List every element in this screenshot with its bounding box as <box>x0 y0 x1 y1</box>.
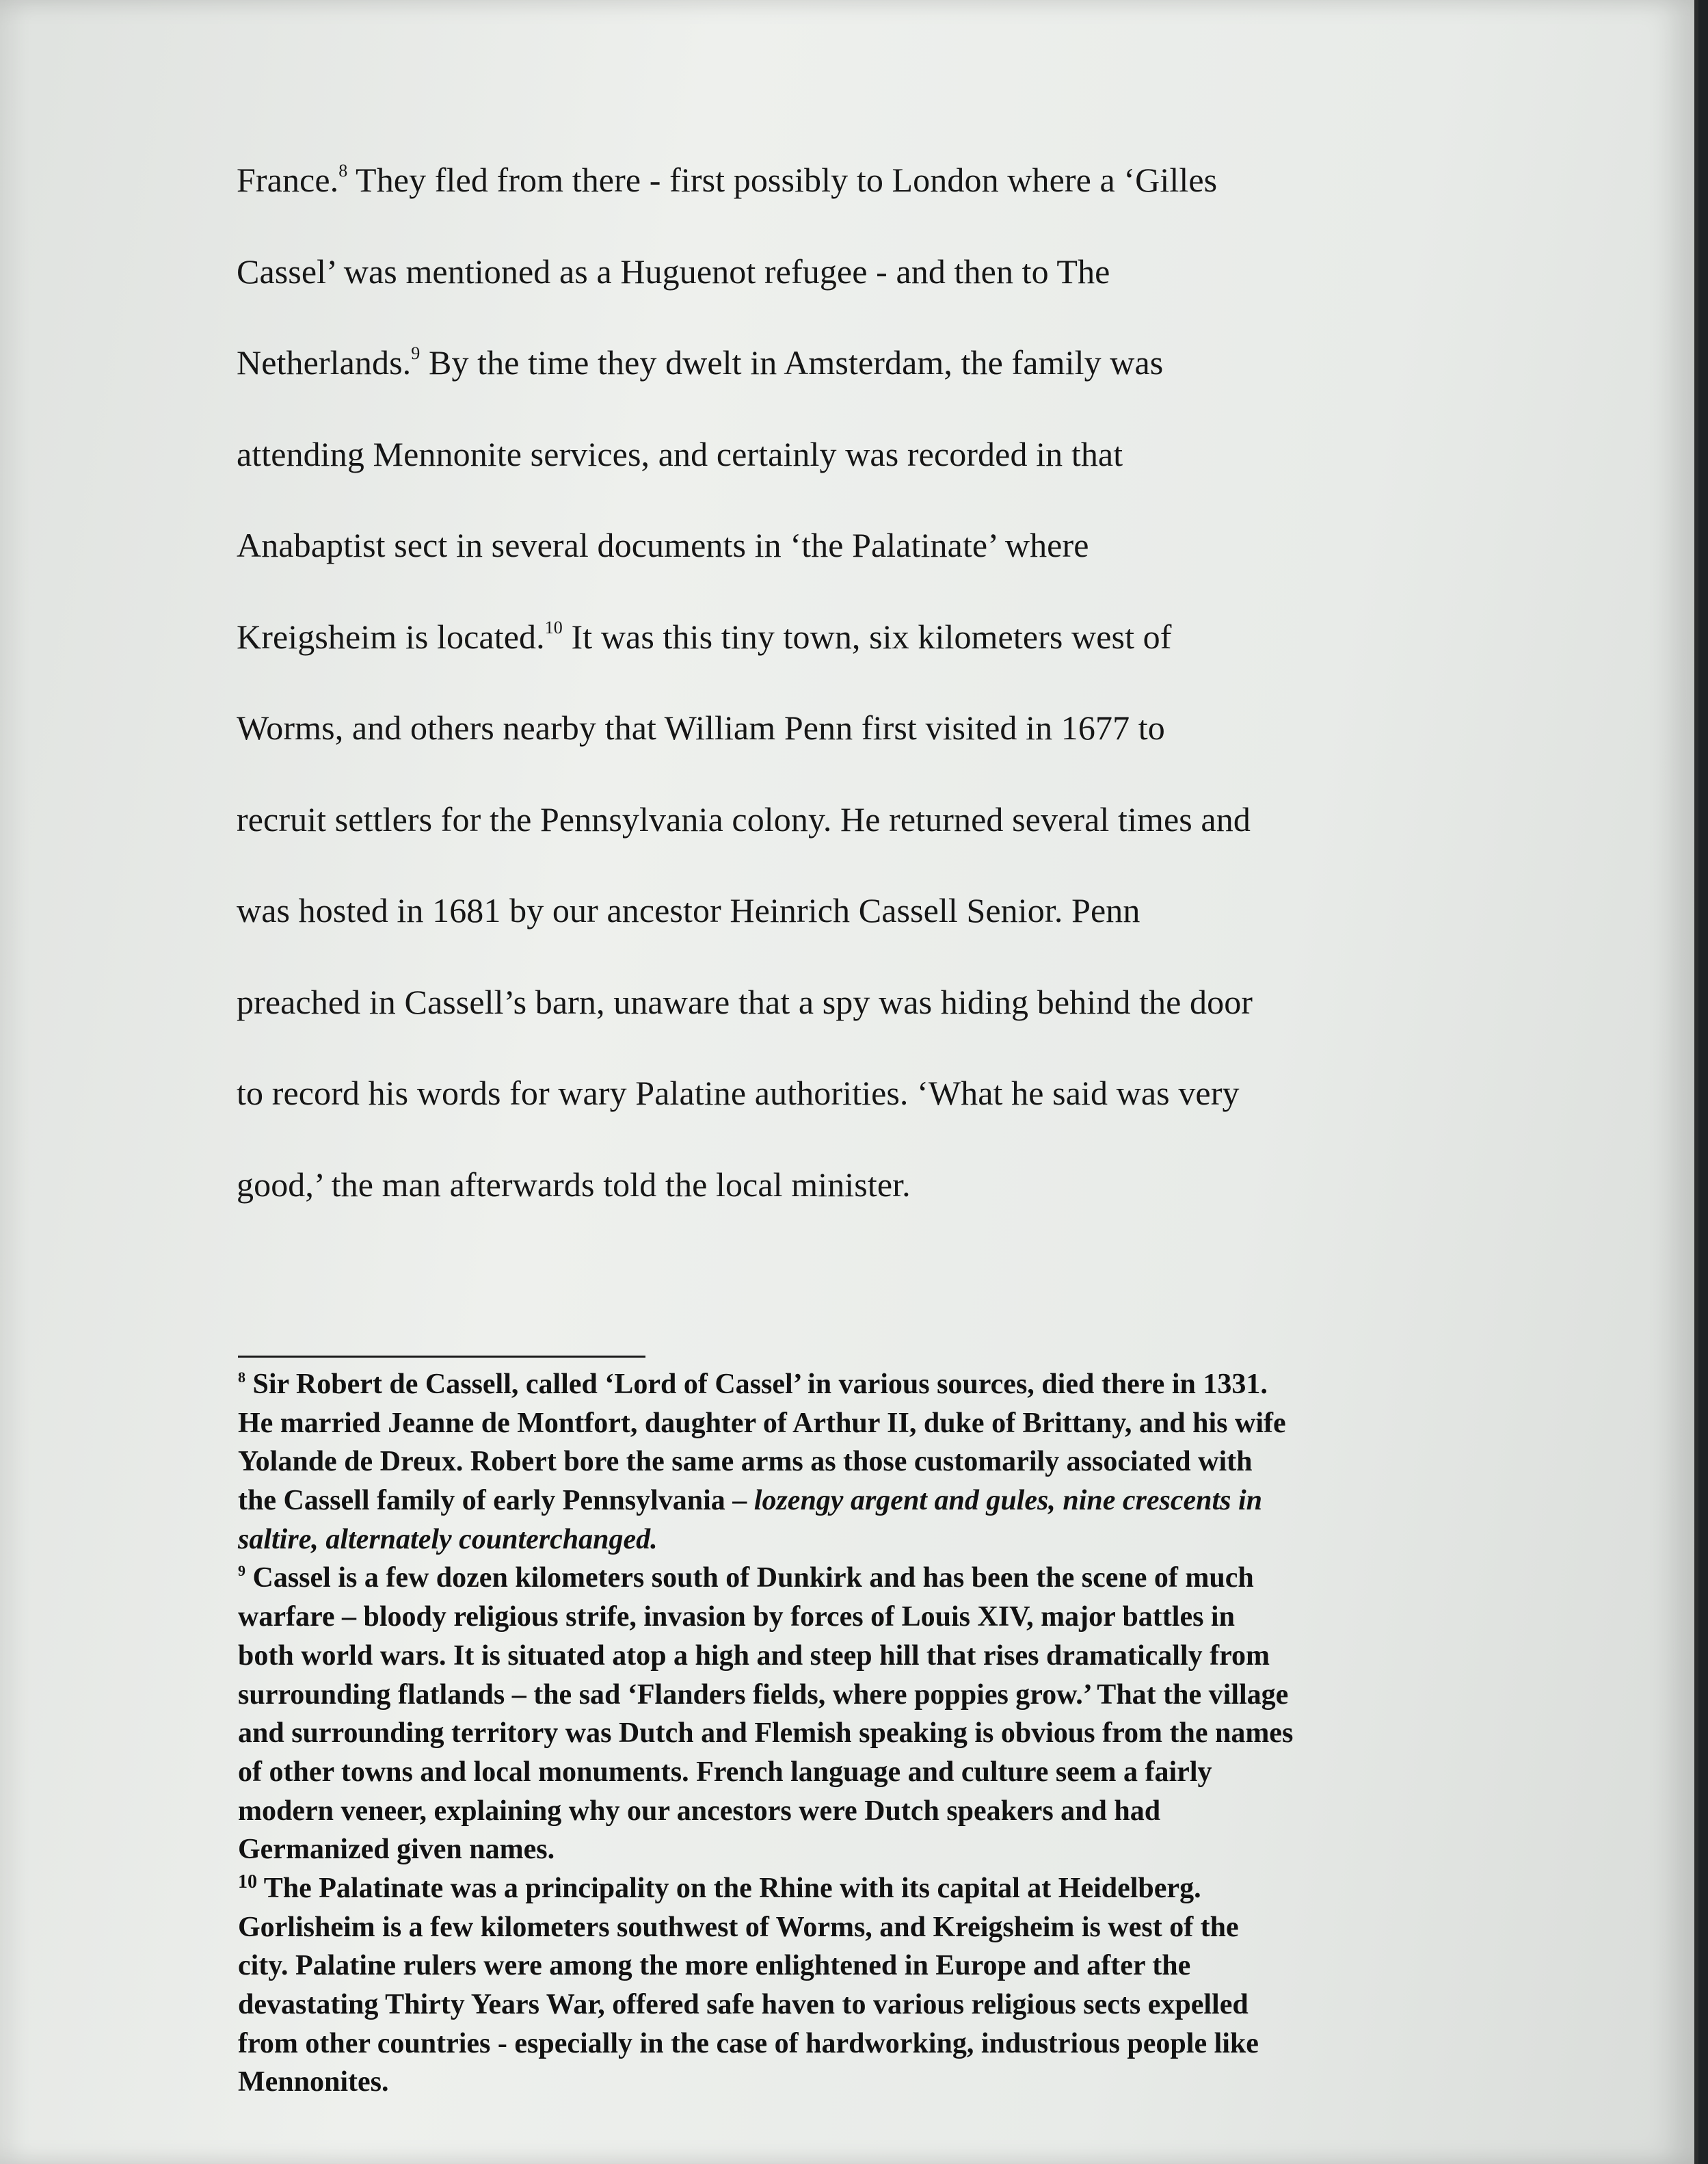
footnote-line <box>238 1365 1421 1404</box>
footnote-line: He married Jeanne de Montfort, daughter of Arthur II, duke of Brittany, and his wife <box>238 1407 1286 1439</box>
body-line <box>237 1157 1426 1248</box>
footnote-separator <box>238 1356 645 1358</box>
body-line <box>237 243 1426 335</box>
footnote-line: Yolande de Dreux. Robert bore the same arms as those customarily associated with <box>238 1446 1253 1478</box>
body-text: attending Mennonite services, and certainly was recorded in that <box>237 434 1123 473</box>
footnote-line: surrounding flatlands – the sad ‘Flanders fields, where poppies grow.’ That the village <box>238 1678 1289 1711</box>
footnote-line: from other countries - especially in the case of hardworking, industrious people like <box>238 2027 1259 2059</box>
footnote-line: modern veneer, explaining why our ancestors were Dutch speakers and had <box>238 1795 1161 1827</box>
footnote-line: Mennonites. <box>238 2066 389 2098</box>
footnote-line: both world wars. It is situated atop a high and steep hill that rises dramatically from <box>238 1639 1270 1672</box>
footnote-9 <box>238 1559 1421 1869</box>
footnote-italic-text: lozengy argent and gules, nine crescents in <box>753 1485 1263 1517</box>
footnote-text: Cassel is a few dozen kilometers south of Dunkirk and has been the scene of much <box>245 1562 1254 1594</box>
footnote-text: Sir Robert de Cassell, called ‘Lord of Cassel’ in various sources, died there in 1331. <box>245 1369 1268 1400</box>
body-line <box>237 700 1426 791</box>
footnote-line <box>238 1559 1421 1598</box>
body-text: Netherlands. <box>237 343 412 382</box>
footnote-8 <box>238 1365 1421 1559</box>
body-text: It was this tiny town, six kilometers west of <box>562 617 1172 656</box>
footnote-line <box>238 1869 1421 1908</box>
body-line <box>237 791 1426 883</box>
body-line <box>237 882 1426 974</box>
footnote-reference: 10 <box>544 617 563 637</box>
body-text: France. <box>237 161 339 199</box>
footnote-line: devastating Thirty Years War, offered safe haven to various religious sects expelled <box>238 1989 1249 2020</box>
body-line <box>237 609 1426 700</box>
body-text: Kreigsheim is located. <box>237 617 545 656</box>
body-text: good,’ the man afterwards told the local minister. <box>237 1165 911 1204</box>
footnote-text: The Palatinate was a principality on the Rhine with its capital at Heidelberg. <box>257 1872 1201 1904</box>
footnote-10 <box>238 1869 1421 2102</box>
body-text: Cassel’ was mentioned as a Huguenot refugee - and then to The <box>237 252 1110 291</box>
footnote-line: saltire, alternately counterchanged. <box>238 1523 658 1555</box>
body-text: was hosted in 1681 by our ancestor Heinrich Cassell Senior. Penn <box>237 891 1140 929</box>
footnote-line: Germanized given names. <box>238 1834 555 1866</box>
footnote-mark: 8 <box>238 1369 245 1386</box>
body-line <box>237 426 1426 518</box>
body-line <box>237 517 1426 609</box>
footnote-line: Gorlisheim is a few kilometers southwest of Worms, and Kreigsheim is west of the <box>238 1911 1239 1943</box>
body-text: to record his words for wary Palatine authorities. ‘What he said was very <box>237 1074 1240 1112</box>
body-text: Worms, and others nearby that William Penn first visited in 1677 to <box>237 709 1165 747</box>
footnotes <box>238 1365 1421 2102</box>
body-line <box>237 974 1426 1066</box>
footnote-line: of other towns and local monuments. French language and culture seem a fairly <box>238 1756 1212 1788</box>
body-text: Anabaptist sect in several documents in ‘the Palatinate’ where <box>237 526 1089 564</box>
footnote-mark: 9 <box>238 1562 245 1580</box>
footnote-reference: 8 <box>338 161 348 181</box>
footnote-mark: 10 <box>238 1871 257 1892</box>
footnote-line <box>238 1481 1421 1520</box>
body-text: By the time they dwelt in Amsterdam, the family was <box>420 343 1164 382</box>
body-line <box>237 334 1426 426</box>
footnote-line: warfare – bloody religious strife, invasion by forces of Louis XIV, major battles in <box>238 1601 1235 1633</box>
body-text: They fled from there - first possibly to London where a ‘Gilles <box>347 161 1218 199</box>
body-paragraph <box>237 152 1426 1248</box>
body-line <box>237 1065 1426 1157</box>
body-line <box>237 152 1426 243</box>
footnote-line: city. Palatine rulers were among the more enlightened in Europe and after the <box>238 1950 1191 1982</box>
footnote-text: the Cassell family of early Pennsylvania – <box>238 1485 754 1517</box>
body-text: recruit settlers for the Pennsylvania colony. He returned several times and <box>237 800 1251 839</box>
footnote-line: and surrounding territory was Dutch and Flemish speaking is obvious from the names <box>238 1717 1294 1750</box>
footnote-reference: 9 <box>411 343 421 363</box>
body-text: preached in Cassell’s barn, unaware that a spy was hiding behind the door <box>237 982 1253 1021</box>
